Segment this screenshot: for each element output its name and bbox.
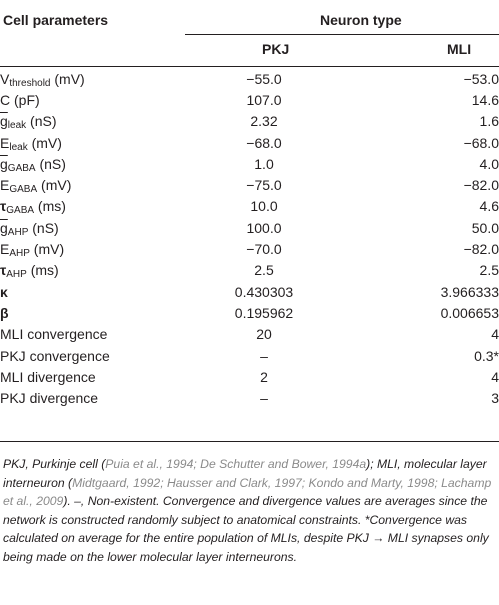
param-symbol: κ bbox=[0, 283, 8, 300]
param-unit: (mV) bbox=[37, 177, 72, 194]
table-row bbox=[0, 260, 499, 281]
mli-value: 4.0 bbox=[479, 155, 499, 172]
mli-value: 4 bbox=[491, 368, 499, 385]
param-unit: (mV) bbox=[50, 70, 85, 87]
param-subscript: AHP bbox=[9, 248, 30, 260]
param-name bbox=[0, 217, 180, 238]
mli-value: 2.5 bbox=[479, 262, 499, 279]
param-name bbox=[0, 281, 180, 302]
param-unit: (nS) bbox=[26, 113, 57, 130]
param-name bbox=[0, 260, 180, 281]
param-subscript: GABA bbox=[9, 184, 38, 196]
param-symbol: $\overline{g}$ bbox=[0, 155, 8, 172]
param-name bbox=[0, 387, 180, 408]
header-pkj: PKJ bbox=[262, 41, 290, 57]
param-name bbox=[0, 366, 180, 387]
param-unit: (mV) bbox=[29, 241, 65, 258]
param-symbol: $\overline{g}$ bbox=[0, 113, 8, 130]
mli-value: 3 bbox=[491, 390, 499, 407]
caption-ref-2[interactable]: Midtgaard, 1992; Hausser and Clark, 1997; Kondo and Marty, 1998; Lachamp et al., 2009 bbox=[3, 475, 492, 508]
param-subscript: threshold bbox=[9, 77, 51, 89]
table-row bbox=[0, 238, 499, 259]
table-row bbox=[0, 196, 499, 217]
param-name bbox=[0, 345, 180, 366]
mli-value: 50.0 bbox=[471, 219, 499, 236]
param-symbol: τ bbox=[0, 198, 7, 215]
table-row bbox=[0, 387, 499, 408]
param-unit: (ms) bbox=[34, 198, 66, 215]
caption-text-2: ); MLI, molecular layer interneuron ( bbox=[3, 457, 487, 490]
param-name bbox=[0, 132, 180, 153]
param-name bbox=[0, 89, 180, 110]
table-row bbox=[0, 366, 499, 387]
header-neuron-type: Neuron type bbox=[320, 12, 402, 28]
param-symbol: C bbox=[0, 91, 11, 108]
mli-value: 3.966333 bbox=[440, 283, 499, 300]
pkj-value: 107.0 bbox=[246, 91, 282, 108]
pkj-value: 10.0 bbox=[250, 198, 278, 215]
mli-value: 1.6 bbox=[479, 113, 499, 130]
table-bottom-rule bbox=[0, 441, 499, 442]
pkj-value: 1.0 bbox=[254, 155, 274, 172]
pkj-value: 0.430303 bbox=[234, 283, 294, 300]
param-symbol: $\overline{g}$ bbox=[0, 219, 8, 236]
pkj-value: 20 bbox=[256, 326, 272, 343]
mli-value: −68.0 bbox=[463, 134, 499, 151]
table-row bbox=[0, 345, 499, 366]
table-caption bbox=[3, 455, 495, 566]
param-unit: (nS) bbox=[28, 219, 59, 236]
param-name bbox=[0, 238, 180, 259]
table-row bbox=[0, 324, 499, 345]
mli-value: 4 bbox=[491, 326, 499, 343]
pkj-value: −55.0 bbox=[246, 70, 282, 87]
param-symbol: PKJ divergence bbox=[0, 390, 99, 407]
table-row bbox=[0, 217, 499, 238]
param-symbol: E bbox=[0, 134, 10, 151]
table-row bbox=[0, 302, 499, 323]
pkj-value: – bbox=[260, 347, 268, 364]
mli-value: 4.6 bbox=[479, 198, 499, 215]
caption-ref-1[interactable]: Puia et al., 1994; De Schutter and Bower, 1994a bbox=[105, 457, 367, 471]
table-row bbox=[0, 132, 499, 153]
param-name bbox=[0, 153, 180, 174]
pkj-value: −75.0 bbox=[246, 177, 282, 194]
param-symbol: E bbox=[0, 177, 10, 194]
pkj-value: 2.32 bbox=[250, 113, 278, 130]
mli-value: −53.0 bbox=[463, 70, 499, 87]
param-symbol: MLI convergence bbox=[0, 326, 108, 343]
param-symbol: E bbox=[0, 241, 10, 258]
header-bottom-rule bbox=[0, 66, 499, 67]
param-name bbox=[0, 68, 180, 89]
param-name bbox=[0, 174, 180, 195]
parameter-table bbox=[0, 68, 499, 409]
table-row bbox=[0, 111, 499, 132]
header-mli: MLI bbox=[447, 41, 472, 57]
mli-value: 0.3* bbox=[474, 347, 499, 364]
param-subscript: GABA bbox=[7, 162, 36, 174]
table-row bbox=[0, 174, 499, 195]
param-subscript: GABA bbox=[6, 205, 35, 217]
pkj-value: 2.5 bbox=[254, 262, 274, 279]
pkj-value: 2 bbox=[260, 368, 268, 385]
param-name bbox=[0, 111, 180, 132]
param-subscript: leak bbox=[9, 141, 28, 153]
header-cell-parameters: Cell parameters bbox=[3, 12, 109, 28]
caption-text-3: ). –, Non-existent. Convergence and divergence values are averages since the network is constructed randomly subject to anatomical constraints. *Convergence was calculated on average for the entire population of MLIs, despite PKJ → MLI synapses only being made on the lower molecular layer interneurons. bbox=[3, 494, 489, 564]
mli-value: −82.0 bbox=[463, 177, 499, 194]
param-unit: (ms) bbox=[26, 262, 59, 279]
caption-text-1: PKJ, Purkinje cell ( bbox=[3, 457, 106, 471]
param-unit: (nS) bbox=[35, 155, 66, 172]
table-row bbox=[0, 68, 499, 89]
param-name bbox=[0, 324, 180, 345]
param-unit: (pF) bbox=[10, 91, 40, 108]
pkj-value: −70.0 bbox=[246, 241, 282, 258]
param-name bbox=[0, 302, 180, 323]
header-group-rule bbox=[185, 34, 499, 35]
mli-value: 14.6 bbox=[471, 91, 499, 108]
param-name bbox=[0, 196, 180, 217]
param-symbol: MLI divergence bbox=[0, 368, 96, 385]
param-symbol: β bbox=[0, 304, 9, 321]
param-subscript: AHP bbox=[7, 226, 29, 238]
param-unit: (mV) bbox=[27, 134, 62, 151]
param-symbol: τ bbox=[0, 262, 7, 279]
pkj-value: 100.0 bbox=[246, 219, 282, 236]
mli-value: −82.0 bbox=[463, 241, 499, 258]
param-symbol: PKJ convergence bbox=[0, 347, 110, 364]
mli-value: 0.006653 bbox=[440, 304, 499, 321]
table-row bbox=[0, 281, 499, 302]
param-subscript: leak bbox=[7, 120, 27, 132]
param-subscript: AHP bbox=[6, 269, 27, 281]
pkj-value: −68.0 bbox=[246, 134, 282, 151]
param-symbol: V bbox=[0, 70, 10, 87]
table-row bbox=[0, 89, 499, 110]
table-row bbox=[0, 153, 499, 174]
pkj-value: 0.195962 bbox=[234, 304, 294, 321]
pkj-value: – bbox=[260, 390, 268, 407]
